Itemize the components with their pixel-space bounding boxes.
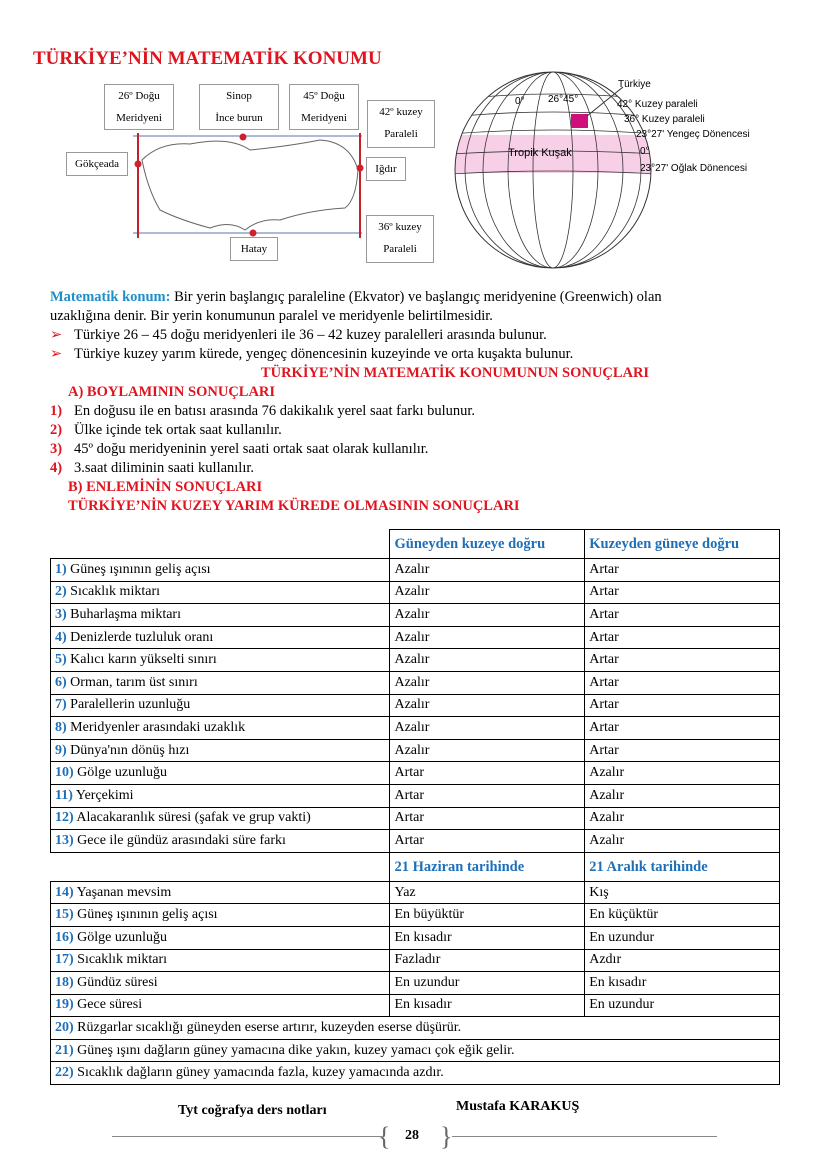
note-row (51, 1062, 780, 1085)
section-b-title: B) ENLEMİNİN SONUÇLARI (68, 479, 263, 495)
page-number: 28 (405, 1128, 419, 1143)
table-row (51, 739, 780, 762)
table-row (51, 649, 780, 672)
table-row (51, 581, 780, 604)
row-label: 5) Kalıcı karın yükselti sınırı (51, 649, 390, 672)
bullet-text: Türkiye 26 – 45 doğu meridyenleri ile 36 – 42 kuzey paralelleri arasında bulunur. (74, 327, 547, 343)
cell-value: Azalır (390, 739, 585, 762)
intro-text: Bir yerin başlangıç paraleline (Ekvator) ve başlangıç meridyenine (Greenwich) olan (170, 289, 662, 305)
row-label: 7) Paralellerin uzunluğu (51, 694, 390, 717)
cell-value: Azalır (585, 784, 780, 807)
list-item: 4) 3.saat diliminin saati kullanılır. (50, 460, 255, 476)
label-parallel: Paraleli (384, 128, 418, 140)
label-equator: 0° (640, 146, 650, 157)
term-label: Matematik konum: (50, 289, 171, 305)
list-item: 2) Ülke içinde tek ortak saat kullanılır. (50, 422, 282, 438)
table-row (51, 926, 780, 949)
table-row (51, 604, 780, 627)
cell-value: Artar (390, 830, 585, 853)
results-table (50, 529, 780, 1085)
row-label: 16) Gölge uzunluğu (51, 926, 390, 949)
row-label: 3) Buharlaşma miktarı (51, 604, 390, 627)
row-label: 8) Meridyenler arasındaki uzaklık (51, 717, 390, 740)
cell-value: Azalır (390, 694, 585, 717)
row-label: 4) Denizlerde tuzluluk oranı (51, 626, 390, 649)
table-row (51, 762, 780, 785)
table-row (51, 830, 780, 853)
note-cell: 22) Sıcaklık dağların güney yamacında fazla, kuzey yamacında azdır. (51, 1062, 780, 1085)
cell-value: En uzundur (585, 994, 780, 1017)
label-0-meridian: 0° (515, 96, 525, 107)
cell-value: Azalır (390, 649, 585, 672)
table-row (51, 717, 780, 740)
column-header: Güneyden kuzeye doğru (390, 530, 585, 559)
row-label: 19) Gece süresi (51, 994, 390, 1017)
cell-value: Azalır (390, 604, 585, 627)
table-row (51, 784, 780, 807)
note-cell: 20) Rüzgarlar sıcaklığı güneyden eserse artırır, kuzeyden eserse düşürür. (51, 1017, 780, 1040)
label-gokceada: Gökçeada (66, 152, 128, 176)
label-26-45: 26°45° (548, 94, 579, 105)
note-row (51, 1017, 780, 1040)
footer-course: Tyt coğrafya ders notları (178, 1103, 327, 1118)
note-cell: 21) Güneş ışını dağların güney yamacına dike yakın, kuzey yamacı çok eğik gelir. (51, 1039, 780, 1062)
footer-rule-left (112, 1136, 382, 1137)
label-26-meridian: 26º Doğu (118, 90, 160, 102)
cell-value: Artar (585, 649, 780, 672)
row-label: 18) Gündüz süresi (51, 972, 390, 995)
cell-value: Artar (585, 671, 780, 694)
cell-value: Artar (585, 604, 780, 627)
row-label: 11) Yerçekimi (51, 784, 390, 807)
cell-value: Artar (585, 626, 780, 649)
table-row (51, 972, 780, 995)
bullet-text: Türkiye kuzey yarım kürede, yengeç dönencesinin kuzeyinde ve orta kuşakta bulunur. (74, 346, 574, 362)
cell-value: Azalır (390, 717, 585, 740)
cell-value: Azalır (585, 762, 780, 785)
column-header: 21 Aralık tarihinde (585, 852, 780, 881)
section-b-subtitle: TÜRKİYE’NİN KUZEY YARIM KÜREDE OLMASININ SONUÇLARI (68, 498, 520, 514)
cell-value: Azalır (390, 559, 585, 582)
list-item: 1) En doğusu ile en batısı arasında 76 dakikalık yerel saat farkı bulunur. (50, 403, 476, 419)
globe-figure (440, 70, 780, 270)
footer-author: Mustafa KARAKUŞ (456, 1099, 580, 1114)
row-label: 13) Gece ile gündüz arasındaki süre farkı (51, 830, 390, 853)
cell-value: En kısadır (585, 972, 780, 995)
section-title: TÜRKİYE’NİN MATEMATİK KONUMUNUN SONUÇLARI (260, 365, 650, 381)
label-hatay: Hatay (230, 237, 278, 261)
cell-value: Artar (585, 559, 780, 582)
label-36-north: 36° Kuzey paraleli (624, 114, 705, 125)
label-tropic-zone: Tropik Kuşak (508, 147, 572, 159)
intro-paragraph (50, 288, 780, 516)
cell-value: En kısadır (390, 994, 585, 1017)
table-row (51, 807, 780, 830)
table-row (51, 671, 780, 694)
row-label: 15) Güneş ışınının geliş açısı (51, 904, 390, 927)
table-row (51, 904, 780, 927)
row-label: 12) Alacakaranlık süresi (şafak ve grup vakti) (51, 807, 390, 830)
column-header: 21 Haziran tarihinde (390, 852, 585, 881)
label-cancer: 23°27' Yengeç Dönencesi (636, 129, 750, 140)
cell-value: Azalır (390, 581, 585, 604)
cell-value: Azalır (390, 671, 585, 694)
cell-value: En büyüktür (390, 904, 585, 927)
table-header-row (51, 852, 780, 881)
cell-value: Artar (585, 694, 780, 717)
cell-value: Azdır (585, 949, 780, 972)
cell-value: En küçüktür (585, 904, 780, 927)
table-row (51, 694, 780, 717)
label-45-meridian: 45º Doğu (303, 90, 345, 102)
row-label: 1) Güneş ışınının geliş açısı (51, 559, 390, 582)
note-row (51, 1039, 780, 1062)
table-row (51, 559, 780, 582)
cell-value: Azalır (585, 807, 780, 830)
label-42-parallel: 42º kuzey (379, 106, 423, 118)
cell-value: Artar (585, 581, 780, 604)
cell-value: Kış (585, 881, 780, 904)
footer-rule-right (452, 1136, 717, 1137)
column-header: Kuzeyden güneye doğru (585, 530, 780, 559)
label-igdir: Iğdır (366, 157, 406, 181)
section-a-title: A) BOYLAMININ SONUÇLARI (68, 384, 276, 400)
table-row (51, 949, 780, 972)
intro-text-2: uzaklığına denir. Bir yerin konumunun paralel ve meridyenle belirtilmesidir. (50, 308, 493, 324)
label-parallel: Paraleli (383, 243, 417, 255)
table-header-row (51, 530, 780, 559)
page: TÜRKİYE’NİN MATEMATİK KONUMU 26º Doğu Meridyeni Sinop İnce burun 45º Doğu Meridyeni 42º kuzey Paraleli Gökçeada Iğdır 36º kuzey Paraleli Hatay 0° 26°45° Türkiye 42° Kuzey paraleli 36° Kuzey paraleli 23°27' Yengeç Dönencesi 0° 23°27' Oğlak Dönencesi Tropik Kuşak Matematik konum: Bir yerin başlangıç paraleline (Ekvator) ve başlangıç meridyenine (Greenwich) olan uzaklığına denir. Bir yerin konumunun paralel ve meridyenle belirtilmesidir. ➢ Türkiye 26 – 45 doğu meridyenleri ile 36 – 42 kuzey paralelleri arasında bulunur. ➢ Türkiye kuzey yarım kürede, yengeç dönencesinin kuzeyinde ve orta kuşakta bulunur. TÜRKİYE’NİN MATEMATİK KONUMUNUN SONUÇLARI A) BOYLAMININ SONUÇLARI 1) En doğusu ile en batısı arasında 76 dakikalık yerel saat farkı bulunur. 2) Ülke içinde tek ortak saat kullanılır. 3) 45º doğu meridyeninin yerel saati ortak saat olarak kullanılır. 4) 3.saat diliminin saati kullanılır. B) ENLEMİNİN SONUÇLARI TÜRKİYE’NİN KUZEY YARIM KÜREDE OLMASININ SONUÇLARI Güneyden kuzeye doğru Kuzeyden güneye doğru 1) Güneş ışınının geliş açısı Azalır Artar 2) Sıcaklık miktarı Azalır Artar 3) Buharlaşma miktarı Azalır Artar 4) Denizlerde tuzluluk oranı Azalır Artar 5) Kalıcı karın yükselti sınırı Azalır Artar 6) Orman, tarım üst sınırı Azalır Artar 7) Paralellerin uzunluğu Azalır Artar 8) Meridyenler arasındaki uzaklık Azalır Artar 9) Dünya'nın dönüş hızı Azalır Artar 10) Gölge uzunluğu Artar Azalır 11) Yerçekimi Artar Azalır 12) Alacakaranlık süresi (şafak ve grup vakti) Artar Azalır 13) Gece ile gündüz arasındaki süre farkı Artar Azalır 21 Haziran tarihinde 21 Aralık tarihinde 14) Yaşanan mevsim Yaz Kış 15) Güneş ışınının geliş açısı En büyüktür En küçüktür 16) Gölge uzunluğu En kısadır En uzundur 17) Sıcaklık miktarı Fazladır Azdır 18) Gündüz süresi En uzundur En kısadır 19) Gece süresi En kısadır En uzundur 20) Rüzgarlar sıcaklığı güneyden eserse artırır, kuzeyden eserse düşürür. 21) Güneş ışını dağların güney yamacına dike yakın, kuzey yamacı çok eğik gelir. 22) Sıcaklık dağların güney yamacında fazla, kuzey yamacında azdır. Tyt coğrafya ders notları Mustafa KARAKUŞ { } 28 (0, 0, 828, 1170)
cell-value: En uzundur (390, 972, 585, 995)
cell-value: En kısadır (390, 926, 585, 949)
row-label: 2) Sıcaklık miktarı (51, 581, 390, 604)
table-row (51, 881, 780, 904)
cell-value: Artar (585, 717, 780, 740)
cell-value: Artar (390, 784, 585, 807)
cell-value: Artar (390, 807, 585, 830)
row-label: 14) Yaşanan mevsim (51, 881, 390, 904)
cell-value: Azalır (585, 830, 780, 853)
label-capricorn: 23°27' Oğlak Dönencesi (640, 163, 748, 174)
turkey-map-figure (60, 80, 440, 270)
label-ince-burun: İnce burun (215, 112, 263, 124)
label-turkiye: Türkiye (618, 79, 651, 90)
label-36-parallel: 36º kuzey (378, 221, 422, 233)
cell-value: Azalır (390, 626, 585, 649)
label-meridian: Meridyeni (116, 112, 162, 124)
row-label: 10) Gölge uzunluğu (51, 762, 390, 785)
cell-value: Artar (390, 762, 585, 785)
row-label: 17) Sıcaklık miktarı (51, 949, 390, 972)
page-title: TÜRKİYE’NİN MATEMATİK KONUMU (33, 48, 382, 69)
label-sinop: Sinop (226, 90, 252, 102)
table-row (51, 626, 780, 649)
cell-value: Artar (585, 739, 780, 762)
cell-value: Fazladır (390, 949, 585, 972)
list-item: 3) 45º doğu meridyeninin yerel saati ortak saat olarak kullanılır. (50, 441, 429, 457)
row-label: 6) Orman, tarım üst sınırı (51, 671, 390, 694)
label-42-north: 42° Kuzey paraleli (617, 99, 698, 110)
label-meridian: Meridyeni (301, 112, 347, 124)
cell-value: Yaz (390, 881, 585, 904)
table-row (51, 994, 780, 1017)
row-label: 9) Dünya'nın dönüş hızı (51, 739, 390, 762)
cell-value: En uzundur (585, 926, 780, 949)
bullet-item: ➢ Türkiye kuzey yarım kürede, yengeç dönencesinin kuzeyinde ve orta kuşakta bulunur. (50, 346, 574, 362)
bullet-item: ➢ Türkiye 26 – 45 doğu meridyenleri ile 36 – 42 kuzey paralelleri arasında bulunur. (50, 327, 547, 343)
